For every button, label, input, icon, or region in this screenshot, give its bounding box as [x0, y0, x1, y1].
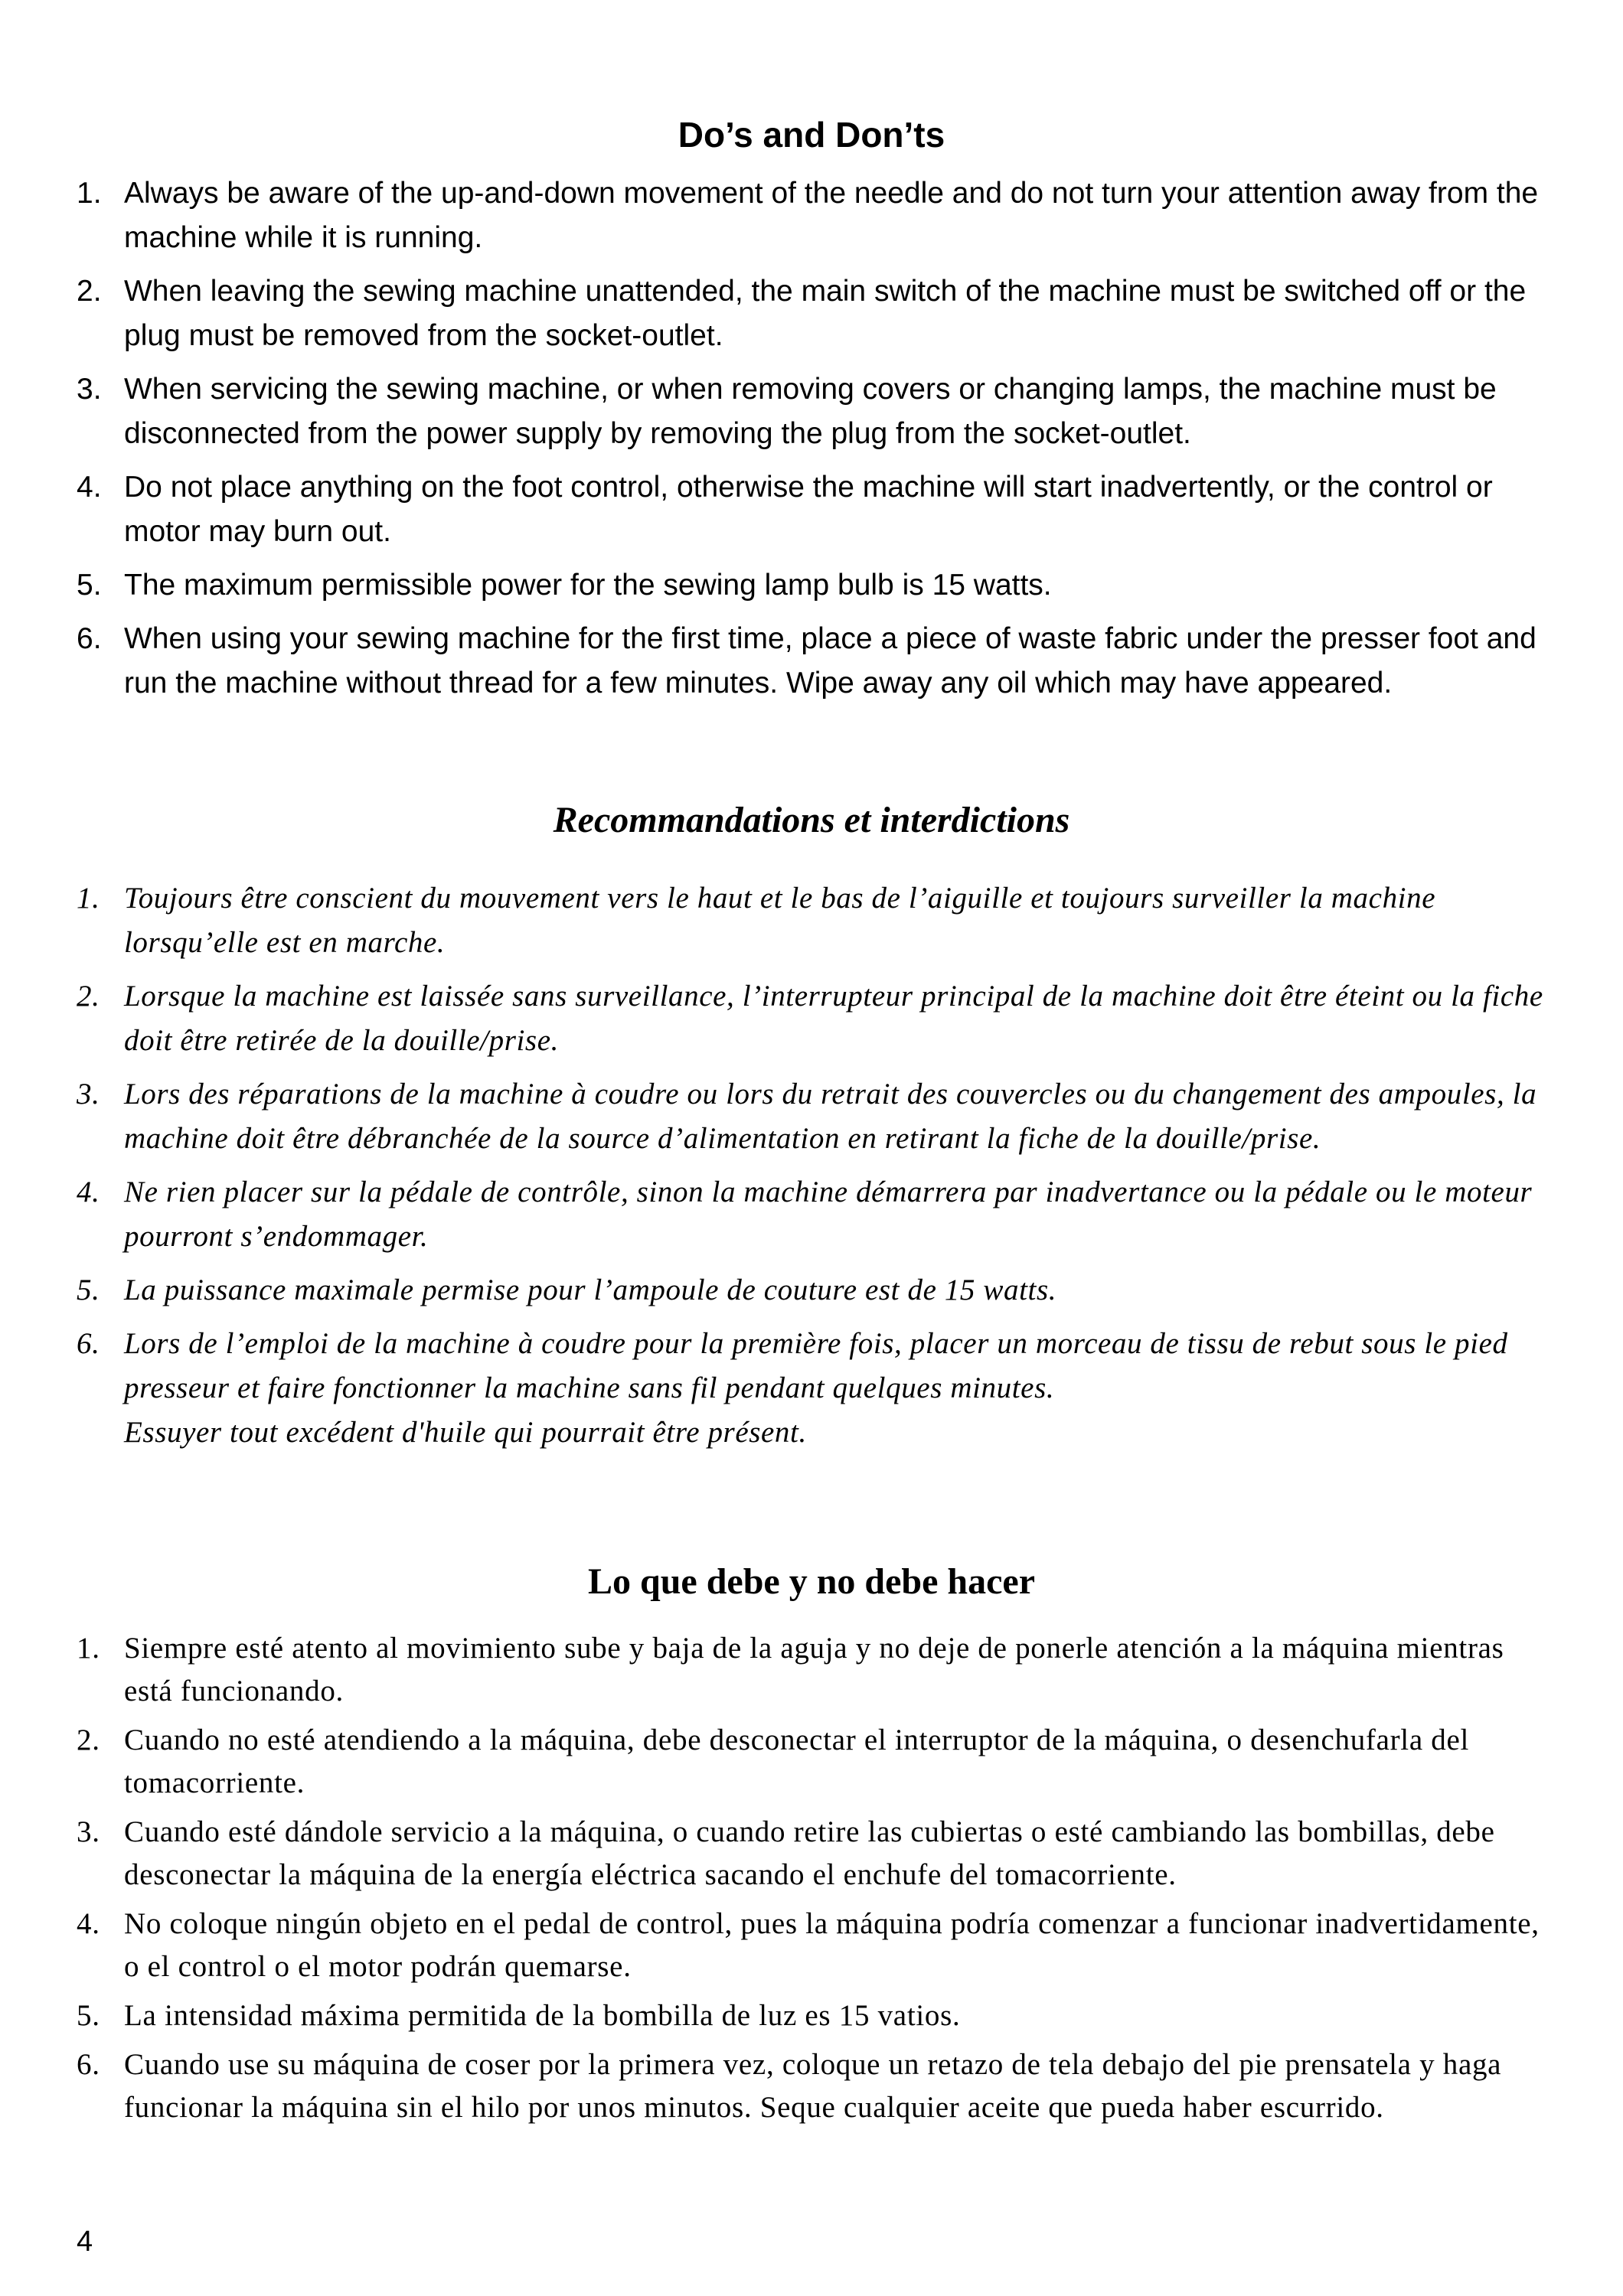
list-item — [77, 1994, 1546, 2037]
item-number: 3. — [77, 1815, 100, 1848]
item-number: 4. — [77, 471, 102, 504]
item-text: When leaving the sewing machine unattended, the main switch of the machine must be switched off or the plug must be removed from the socket-outlet. — [124, 275, 1527, 352]
section-title-english: Do’s and Don’ts — [678, 115, 945, 155]
item-text: Siempre esté atento al movimiento sube y baja de la aguja y no deje de ponerle atención a la máquina mientras está funcionando. — [124, 1632, 1504, 1707]
item-number: 6. — [77, 622, 102, 655]
page-number: 4 — [77, 2226, 93, 2258]
list-item — [77, 465, 1546, 554]
item-number: 2. — [77, 275, 102, 308]
list-item — [77, 1268, 1546, 1313]
item-text: Toujours être conscient du mouvement vers le haut et le bas de l’aiguille et toujours surveiller la machine lorsqu’elle est en marche. — [124, 882, 1436, 959]
item-number: 1. — [77, 882, 100, 915]
list-item — [77, 1811, 1546, 1896]
list-spanish — [77, 1627, 1546, 2129]
item-number: 4. — [77, 1176, 100, 1208]
item-number: 2. — [77, 980, 100, 1013]
item-number: 6. — [77, 2048, 100, 2081]
list-item — [77, 1072, 1546, 1161]
section-title-french: Recommandations et interdictions — [553, 800, 1070, 840]
item-text: No coloque ningún objeto en el pedal de control, pues la máquina podría comenzar a funcionar inadvertidamente, o el control o el motor podrán quemarse. — [124, 1907, 1540, 1983]
item-text: Ne rien placer sur la pédale de contrôle, sinon la machine démarrera par inadvertance ou la pédale ou le moteur pourront s’endommager. — [124, 1176, 1533, 1253]
item-text: Cuando use su máquina de coser por la primera vez, coloque un retazo de tela debajo del pie prensatela y haga funcionar la máquina sin el hilo por unos minutos. Seque cualquier aceite que pueda haber escurrido. — [124, 2048, 1502, 2124]
item-number: 5. — [77, 1274, 100, 1306]
list-item — [77, 1170, 1546, 1259]
item-number: 1. — [77, 1632, 100, 1665]
item-number: 3. — [77, 373, 102, 406]
section-title-spanish: Lo que debe y no debe hacer — [587, 1561, 1035, 1602]
list-item — [77, 876, 1546, 965]
list-french — [77, 876, 1546, 1455]
list-item — [77, 1627, 1546, 1713]
list-item — [77, 2043, 1546, 2129]
section-french — [77, 792, 1546, 1464]
item-text: Lorsque la machine est laissée sans surveillance, l’interrupteur principal de la machine doit être éteint ou la fiche doit être retirée de la douille/prise. — [124, 980, 1543, 1057]
list-item — [77, 367, 1546, 456]
item-text: Lors de l’emploi de la machine à coudre pour la première fois, placer un morceau de tissu de rebut sous le pied presseur et faire fonctionner la machine sans fil pendant quelques minutes. — [124, 1327, 1508, 1404]
item-text: Cuando esté dándole servicio a la máquina, o cuando retire las cubiertas o esté cambiando las bombillas, debe desconectar la máquina de la energía eléctrica sacando el enchufe del tomacorriente. — [124, 1815, 1495, 1891]
section-spanish — [77, 1554, 1546, 2135]
item-number: 3. — [77, 1078, 100, 1110]
item-text: Always be aware of the up-and-down movement of the needle and do not turn your attention away from the machine while it is running. — [124, 177, 1539, 254]
item-text: La puissance maximale permise pour l’ampoule de couture est de 15 watts. — [124, 1274, 1057, 1306]
list-item — [77, 1903, 1546, 1988]
section-english — [77, 107, 1546, 715]
item-number: 1. — [77, 177, 102, 210]
list-item — [77, 269, 1546, 358]
item-text: Cuando no esté atendiendo a la máquina, debe desconectar el interruptor de la máquina, o desenchufarla del tomacorriente. — [124, 1724, 1470, 1799]
item-number: 2. — [77, 1724, 100, 1756]
list-item — [77, 1322, 1546, 1455]
item-number: 5. — [77, 1999, 100, 2032]
item-number: 5. — [77, 569, 102, 602]
item-text: Do not place anything on the foot control, otherwise the machine will start inadvertently, or the control or motor may burn out. — [124, 471, 1493, 548]
list-item — [77, 563, 1546, 608]
list-item — [77, 171, 1546, 260]
list-english — [77, 171, 1546, 706]
item-number: 6. — [77, 1327, 100, 1360]
item-number: 4. — [77, 1907, 100, 1940]
item-text: When servicing the sewing machine, or when removing covers or changing lamps, the machine must be disconnected from the power supply by removing the plug from the socket-outlet. — [124, 373, 1497, 450]
list-item — [77, 974, 1546, 1063]
list-item — [77, 617, 1546, 706]
list-item — [77, 1719, 1546, 1805]
item-text-extra: Essuyer tout excédent d'huile qui pourrait être présent. — [124, 1416, 807, 1449]
item-text: When using your sewing machine for the first time, place a piece of waste fabric under the presser foot and run the machine without thread for a few minutes. Wipe away any oil which may have appeared. — [124, 622, 1536, 700]
item-text: Lors des réparations de la machine à coudre ou lors du retrait des couvercles ou du changement des ampoules, la machine doit être débranchée de la source d’alimentation en retirant la fiche de la douille/prise. — [124, 1078, 1537, 1155]
item-text: La intensidad máxima permitida de la bombilla de luz es 15 vatios. — [124, 1999, 961, 2032]
item-text: The maximum permissible power for the sewing lamp bulb is 15 watts. — [124, 569, 1052, 602]
